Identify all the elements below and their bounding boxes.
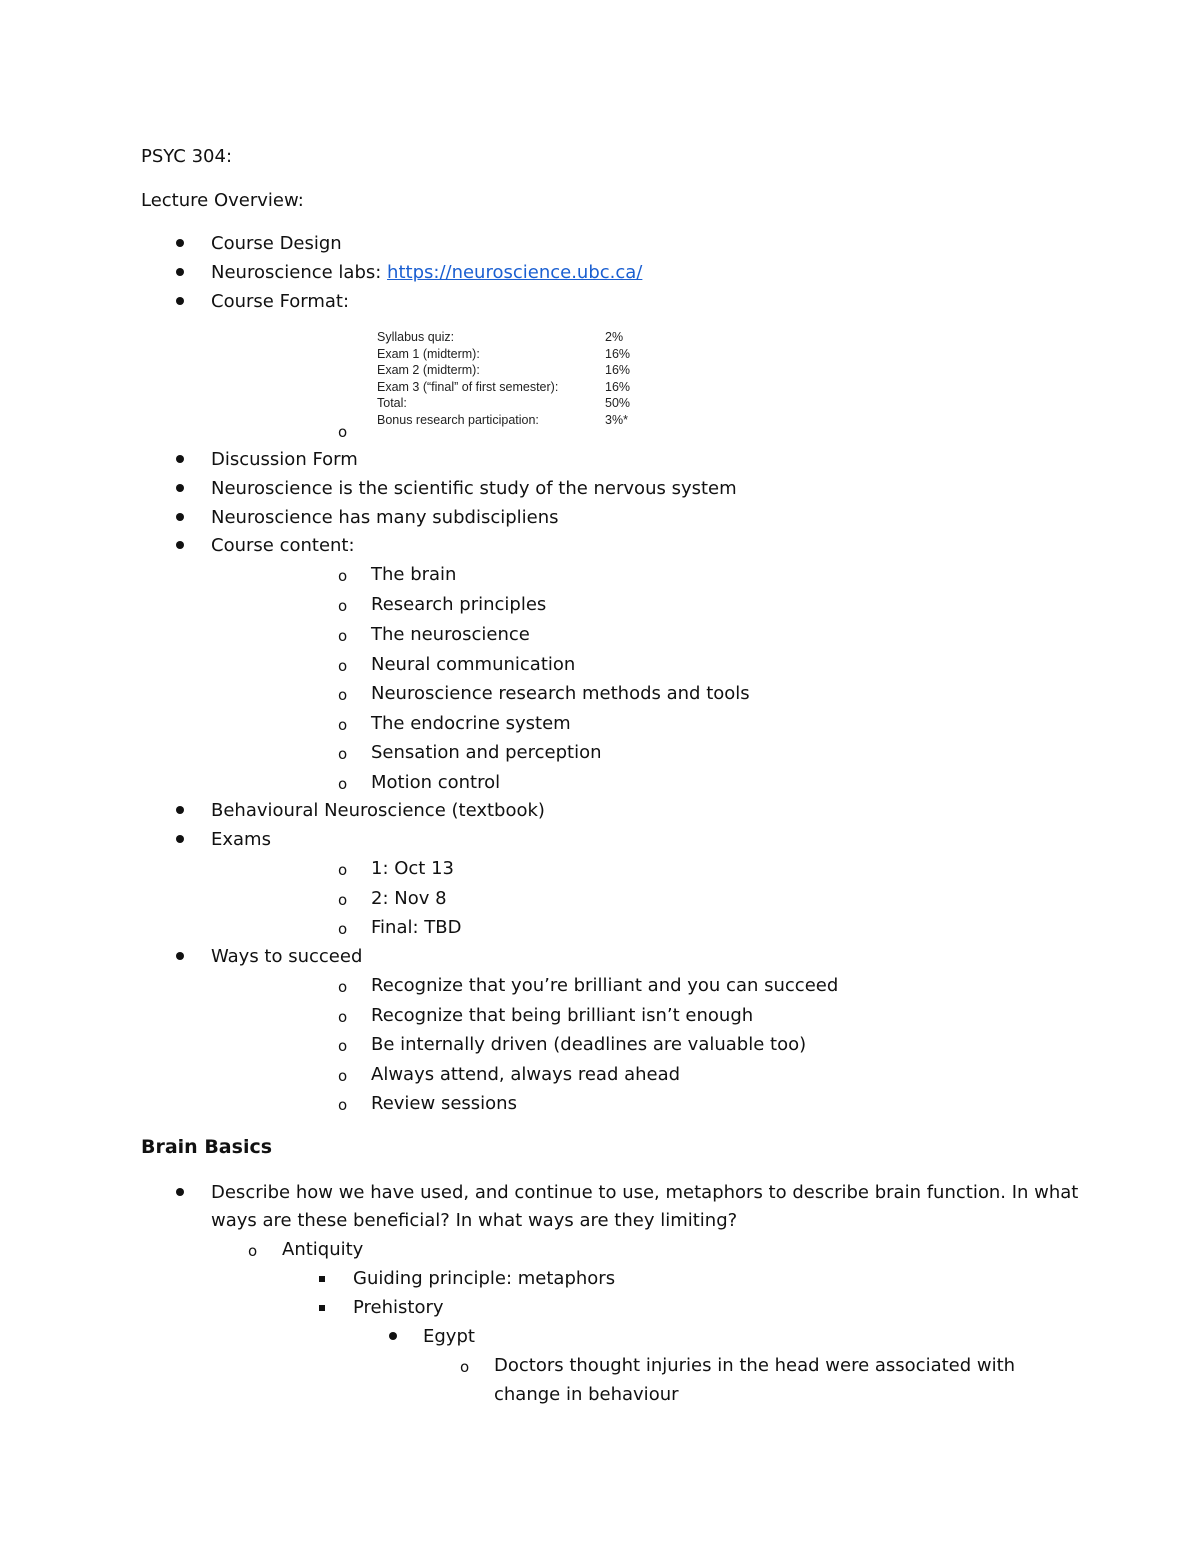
overview-label: Lecture Overview: — [141, 190, 304, 211]
sub-bullet-icon: o — [338, 686, 348, 704]
grading-item: Exam 1 (midterm): — [377, 347, 480, 361]
grading-item: Syllabus quiz: — [377, 330, 455, 344]
sub-bullet-icon: o — [338, 891, 348, 909]
sub-bullet-icon: o — [338, 567, 348, 585]
bullet-icon — [389, 1332, 397, 1340]
exam-item: 2: Nov 8 — [371, 888, 447, 909]
bullet-icon — [176, 484, 184, 492]
sub-bullet-icon: o — [338, 775, 348, 793]
content-item: Research principles — [371, 594, 547, 615]
grading-value: 50% — [605, 396, 631, 410]
item-exams: Exams — [211, 829, 271, 850]
succeed-item: Always attend, always read ahead — [371, 1064, 681, 1085]
succeed-item: Recognize that you’re brilliant and you can succeed — [371, 975, 839, 996]
grading-value: 3%* — [605, 413, 628, 427]
grading-item: Total: — [377, 396, 407, 410]
grading-value: 2% — [605, 330, 624, 344]
sub-bullet-icon: o — [338, 716, 348, 734]
sub-bullet-icon: o — [248, 1242, 258, 1260]
grading-item: Exam 3 (“final” of first semester): — [377, 380, 559, 394]
sub-bullet-icon: o — [338, 1037, 348, 1055]
content-item: Sensation and perception — [371, 742, 602, 763]
succeed-item: Be internally driven (deadlines are valuable too) — [371, 1034, 807, 1055]
grading-value: 16% — [605, 380, 631, 394]
item-neuro-sub: Neuroscience has many subdiscipliens — [211, 507, 559, 528]
item-course-format: Course Format: — [211, 291, 350, 312]
item-course-design: Course Design — [211, 233, 342, 254]
sub-bullet-icon: o — [460, 1358, 470, 1376]
sub-bullet-icon: o — [338, 423, 348, 441]
bullet-icon — [176, 513, 184, 521]
question-line-2: ways are these beneficial? In what ways are they limiting? — [211, 1210, 738, 1231]
grading-value: 16% — [605, 363, 631, 377]
sub-bullet-icon: o — [338, 920, 348, 938]
labs-label: Neuroscience labs: — [211, 262, 388, 283]
square-bullet-icon — [319, 1305, 325, 1311]
succeed-item: Recognize that being brilliant isn’t enough — [371, 1005, 754, 1026]
item-discussion: Discussion Form — [211, 449, 358, 470]
grading-value: 16% — [605, 347, 631, 361]
sub-bullet-icon: o — [338, 1008, 348, 1026]
bullet-icon — [176, 1188, 184, 1196]
content-item: Motion control — [371, 772, 501, 793]
content-item: The neuroscience — [371, 624, 530, 645]
doctors-line-2: change in behaviour — [494, 1384, 679, 1405]
item-textbook: Behavioural Neuroscience (textbook) — [211, 800, 545, 821]
item-course-content: Course content: — [211, 535, 355, 556]
sub-bullet-icon: o — [338, 657, 348, 675]
sub-bullet-icon: o — [338, 978, 348, 996]
sub-bullet-icon: o — [338, 1067, 348, 1085]
section-heading: Brain Basics — [141, 1136, 273, 1158]
sub-bullet-icon: o — [338, 745, 348, 763]
bullet-icon — [176, 455, 184, 463]
bullet-icon — [176, 268, 184, 276]
grading-item: Bonus research participation: — [377, 413, 539, 427]
bullet-icon — [176, 952, 184, 960]
bullet-icon — [176, 541, 184, 549]
course-title: PSYC 304: — [141, 146, 233, 167]
content-item: The endocrine system — [371, 713, 571, 734]
grading-item: Exam 2 (midterm): — [377, 363, 480, 377]
bullet-icon — [176, 835, 184, 843]
guiding-item: Guiding principle: metaphors — [353, 1268, 616, 1289]
square-bullet-icon — [319, 1276, 325, 1282]
sub-bullet-icon: o — [338, 597, 348, 615]
content-item: Neuroscience research methods and tools — [371, 683, 750, 704]
prehistory-item: Prehistory — [353, 1297, 444, 1318]
exam-item: 1: Oct 13 — [371, 858, 454, 879]
egypt-item: Egypt — [423, 1326, 475, 1347]
bullet-icon — [176, 806, 184, 814]
doctors-line-1: Doctors thought injuries in the head were associated with — [494, 1355, 1016, 1376]
question-line-1: Describe how we have used, and continue to use, metaphors to describe brain function. In what — [211, 1182, 1079, 1203]
antiquity-item: Antiquity — [282, 1239, 364, 1260]
succeed-item: Review sessions — [371, 1093, 517, 1114]
labs-link[interactable]: https://neuroscience.ubc.ca/ — [387, 262, 643, 283]
bullet-icon — [176, 297, 184, 305]
content-item: Neural communication — [371, 654, 576, 675]
exam-item: Final: TBD — [371, 917, 462, 938]
sub-bullet-icon: o — [338, 1096, 348, 1114]
sub-bullet-icon: o — [338, 627, 348, 645]
item-labs — [211, 264, 642, 282]
item-ways: Ways to succeed — [211, 946, 363, 967]
bullet-icon — [176, 239, 184, 247]
content-item: The brain — [371, 564, 457, 585]
sub-bullet-icon: o — [338, 861, 348, 879]
item-neuro-def: Neuroscience is the scientific study of the nervous system — [211, 478, 737, 499]
